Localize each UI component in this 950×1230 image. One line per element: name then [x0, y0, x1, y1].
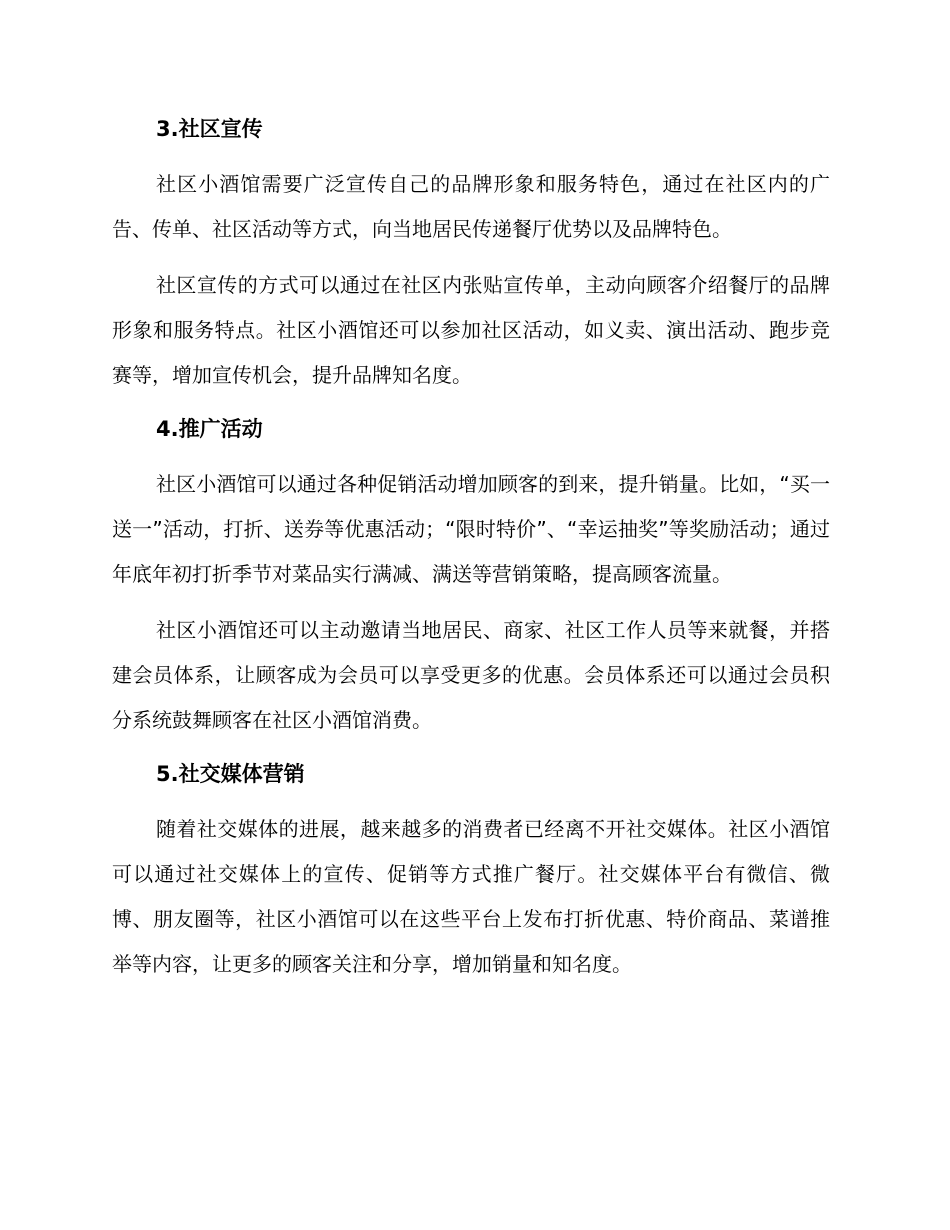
document-body [112, 109, 830, 987]
paragraph: 社区小酒馆可以通过各种促销活动增加顾客的到来，提升销量。比如，“买一送一”活动，打折、送券等优惠活动；“限时特价”、“幸运抽奖”等奖励活动；通过年底年初打折季节对菜品实行满减、满送等营销策略，提高顾客流量。 [112, 472, 830, 586]
section-heading-community-promotion: 3.社区宣传 [156, 117, 263, 141]
section-heading-social-media-marketing: 5.社交媒体营销 [156, 762, 305, 786]
paragraph: 社区宣传的方式可以通过在社区内张贴宣传单，主动向顾客介绍餐厅的品牌形象和服务特点。社区小酒馆还可以参加社区活动，如义卖、演出活动、跑步竞赛等，增加宣传机会，提升品牌知名度。 [112, 273, 830, 387]
paragraph: 社区小酒馆需要广泛宣传自己的品牌形象和服务特色，通过在社区内的广告、传单、社区活动等方式，向当地居民传递餐厅优势以及品牌特色。 [112, 172, 830, 241]
section-heading-promotional-activities: 4.推广活动 [156, 417, 263, 441]
paragraph: 社区小酒馆还可以主动邀请当地居民、商家、社区工作人员等来就餐，并搭建会员体系，让顾客成为会员可以享受更多的优惠。会员体系还可以通过会员积分系统鼓舞顾客在社区小酒馆消费。 [112, 618, 830, 732]
paragraph: 随着社交媒体的进展，越来越多的消费者已经离不开社交媒体。社区小酒馆可以通过社交媒体上的宣传、促销等方式推广餐厅。社交媒体平台有微信、微博、朋友圈等，社区小酒馆可以在这些平台上发布打折优惠、特价商品、菜谱推举等内容，让更多的顾客关注和分享，增加销量和知名度。 [112, 817, 830, 976]
